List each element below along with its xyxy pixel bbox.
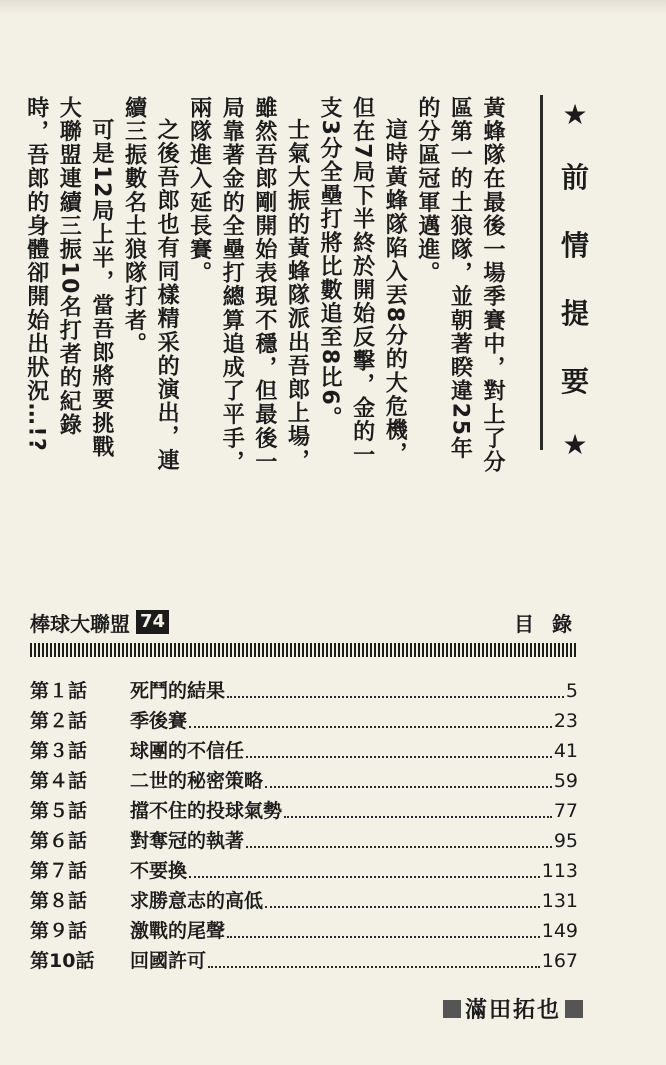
toc-rule	[30, 643, 576, 657]
toc-label: 目錄	[514, 611, 590, 636]
episode-title: 不要換	[130, 860, 188, 882]
toc-entry[interactable]	[30, 766, 578, 796]
episode-title: 對奪冠的執著	[130, 830, 245, 852]
episode-number: 第２話	[30, 710, 88, 732]
summary-divider	[540, 95, 543, 450]
episode-title: 激戰的尾聲	[130, 920, 226, 942]
episode-title: 球團的不信任	[130, 740, 245, 762]
toc-entry[interactable]	[30, 706, 578, 736]
summary-paragraph: 可是12局上半，當吾郎將要挑戰大聯盟連續三振10名打者的紀錄時，吾郎的身體卻開始出狀況…!?	[23, 96, 114, 459]
episode-number: 第６話	[30, 830, 88, 852]
page-number: 23	[553, 710, 578, 732]
page-number: 5	[565, 680, 578, 702]
episode-title: 死鬥的結果	[130, 680, 226, 702]
episode-number: 第１話	[30, 680, 88, 702]
page-edge	[0, 0, 666, 14]
episode-title: 回國許可	[130, 950, 207, 972]
leader-dots	[246, 845, 552, 848]
summary-paragraph: 之後吾郎也有同樣精采的演出，連續三振數名土狼隊打者。	[121, 96, 180, 472]
episode-title: 擋不住的投球氣勢	[130, 800, 283, 822]
episode-title: 季後賽	[130, 710, 188, 732]
episode-number: 第７話	[30, 860, 88, 882]
decorative-block	[565, 1000, 583, 1018]
summary-heading-chars	[561, 163, 589, 397]
page-number: 113	[541, 860, 578, 882]
leader-dots	[265, 785, 552, 788]
leader-dots	[227, 695, 564, 698]
episode-number: 第10話	[30, 950, 95, 972]
toc-entry[interactable]	[30, 736, 578, 766]
summary-heading-char: 情	[560, 229, 589, 262]
book-title	[30, 608, 169, 637]
page-number: 77	[553, 800, 578, 822]
leader-dots	[208, 965, 540, 968]
toc-list	[30, 676, 578, 976]
page-number: 41	[553, 740, 578, 762]
volume-badge: 74	[136, 610, 169, 634]
page-number: 167	[541, 950, 578, 972]
episode-number: 第４話	[30, 770, 88, 792]
page-number: 149	[541, 920, 578, 942]
leader-dots	[265, 905, 540, 908]
leader-dots	[227, 935, 540, 938]
summary-paragraph: 這時黃蜂隊陷入丟8分的大危機，但在7局下半終於開始反擊，金的一支3分全壘打將比數追至8比6。	[317, 96, 408, 467]
author-credit	[443, 993, 583, 1024]
author-name: 滿田拓也	[464, 998, 561, 1023]
toc-entry[interactable]	[30, 826, 578, 856]
leader-dots	[189, 725, 552, 728]
toc-entry[interactable]	[30, 796, 578, 826]
summary-heading-char: 提	[560, 297, 589, 330]
star-icon: ★	[562, 98, 588, 131]
episode-number: 第３話	[30, 740, 88, 762]
toc-header	[30, 608, 590, 636]
episode-number: 第９話	[30, 920, 88, 942]
leader-dots	[189, 875, 540, 878]
decorative-block	[443, 1000, 461, 1018]
star-icon: ★	[562, 428, 588, 461]
toc-entry[interactable]	[30, 886, 578, 916]
page-number: 95	[553, 830, 578, 852]
summary-paragraph: 黃蜂隊在最後一場季賽中，對上了分區第一的土狼隊，並朝著睽違25年的分區冠軍邁進。	[414, 96, 505, 474]
leader-dots	[246, 755, 552, 758]
book-title-text: 棒球大聯盟	[30, 611, 130, 636]
toc-entry[interactable]	[30, 676, 578, 706]
summary-paragraph: 士氣大振的黃蜂隊派出吾郎上場，雖然吾郎剛開始表現不穩，但最後一局靠著金的全壘打總算追成了平手，兩隊進入延長賽。	[186, 96, 310, 474]
page-number: 59	[553, 770, 578, 792]
toc-entry[interactable]	[30, 916, 578, 946]
summary-heading-char: 要	[560, 365, 589, 398]
summary-heading-char: 前	[560, 161, 589, 194]
leader-dots	[284, 815, 552, 818]
episode-title: 求勝意志的高低	[130, 890, 264, 912]
episode-number: 第８話	[30, 890, 88, 912]
summary-heading	[545, 100, 605, 460]
toc-entry[interactable]	[30, 946, 578, 976]
page-number: 131	[541, 890, 578, 912]
toc-entry[interactable]	[30, 856, 578, 886]
episode-number: 第５話	[30, 800, 88, 822]
summary-text	[8, 96, 508, 481]
episode-title: 二世的秘密策略	[130, 770, 264, 792]
